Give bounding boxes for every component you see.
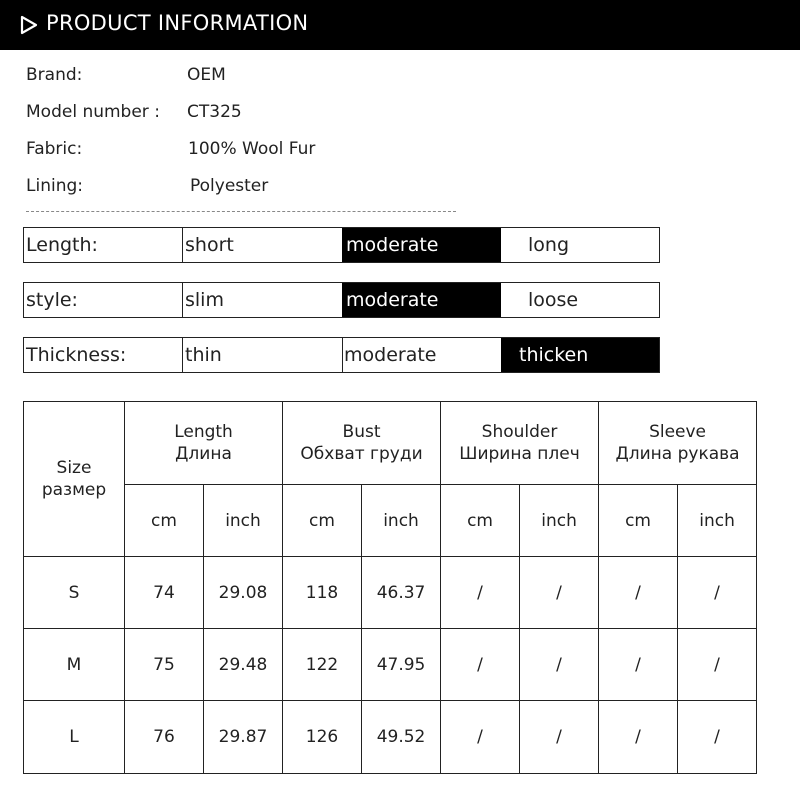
group-header-en: Length [174,422,233,442]
size-header-en: Size [56,458,92,478]
unit-cell: inch [520,485,599,557]
value-cell: / [520,629,599,701]
triangle-play-icon [20,15,38,35]
value-cell: / [599,701,678,774]
size-cell: L [24,701,125,774]
value-cell: / [678,557,757,629]
info-value: OEM [187,65,226,85]
value-cell: 75 [125,629,204,701]
info-label: Model number : [26,102,160,122]
value-cell: 29.87 [204,701,283,774]
attribute-label: Thickness: [26,344,127,366]
dashed-divider [26,211,456,212]
attribute-option: loose [528,289,579,311]
value-cell: / [599,557,678,629]
group-header-shoulder [441,402,599,485]
table-unit-row [24,485,757,557]
info-label: Brand: [26,65,83,85]
group-header-bust [283,402,441,485]
info-label: Fabric: [26,139,83,159]
size-chart-table [23,401,757,774]
value-cell: / [441,557,520,629]
attribute-option: thin [185,344,222,366]
size-header-cell [24,402,125,557]
value-cell: 46.37 [362,557,441,629]
attribute-length [23,227,660,263]
attribute-option: slim [185,289,224,311]
group-header-en: Sleeve [649,422,707,442]
attribute-option: long [528,234,570,256]
group-header-ru: Длина рукава [615,444,740,464]
value-cell: / [520,557,599,629]
attribute-label: style: [26,289,78,311]
table-header-row [24,402,757,485]
table-row [24,557,757,629]
table-row [24,629,757,701]
unit-cell: cm [125,485,204,557]
group-header-ru: Обхват груди [300,444,423,464]
value-cell: / [599,629,678,701]
unit-cell: inch [678,485,757,557]
value-cell: / [520,701,599,774]
value-cell: / [678,629,757,701]
unit-cell: cm [441,485,520,557]
value-cell: 76 [125,701,204,774]
size-header-ru: размер [41,480,107,500]
value-cell: / [441,701,520,774]
attribute-style [23,282,660,318]
group-header-sleeve [599,402,757,485]
attribute-option: short [185,234,234,256]
group-header-en: Shoulder [481,422,558,442]
value-cell: 47.95 [362,629,441,701]
info-value: CT325 [187,102,242,122]
attribute-label: Length: [26,234,98,256]
info-label: Lining: [26,176,83,196]
group-header-en: Bust [342,422,381,442]
value-cell: 74 [125,557,204,629]
table-row [24,701,757,774]
unit-cell: inch [204,485,283,557]
value-cell: 126 [283,701,362,774]
size-cell: S [24,557,125,629]
attribute-option: moderate [342,228,501,262]
attribute-option: moderate [344,344,437,366]
attribute-thickness [23,337,660,373]
info-value: 100% Wool Fur [188,139,316,159]
group-header-length [125,402,283,485]
value-cell: 118 [283,557,362,629]
group-header-ru: Длина [175,444,232,464]
unit-cell: cm [283,485,362,557]
value-cell: / [441,629,520,701]
unit-cell: inch [362,485,441,557]
section-title: PRODUCT INFORMATION [46,11,309,35]
group-header-ru: Ширина плеч [459,444,580,464]
value-cell: 29.48 [204,629,283,701]
size-cell: M [24,629,125,701]
value-cell: 49.52 [362,701,441,774]
value-cell: / [678,701,757,774]
unit-cell: cm [599,485,678,557]
info-value: Polyester [190,176,269,196]
attribute-option: thicken [501,338,659,372]
value-cell: 122 [283,629,362,701]
section-header [0,0,800,50]
value-cell: 29.08 [204,557,283,629]
attribute-option: moderate [342,283,501,317]
